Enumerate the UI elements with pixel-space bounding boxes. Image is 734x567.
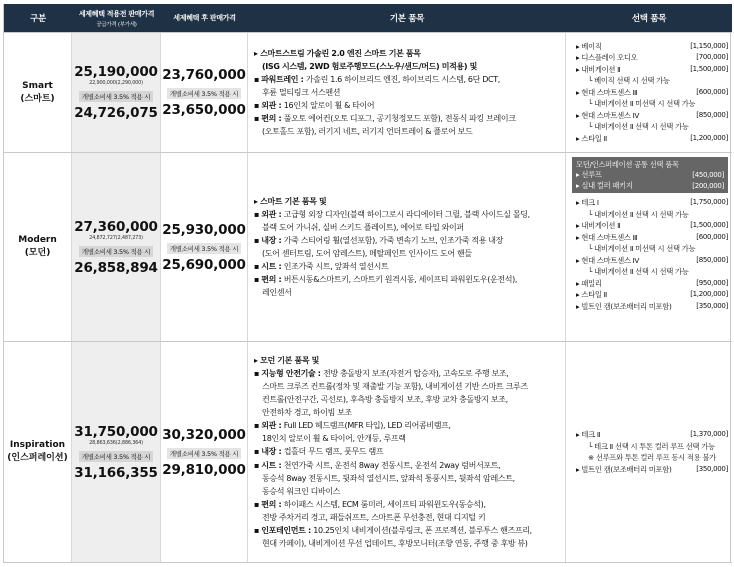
basic-item-text: 18인치 알로이 휠 & 타이어, 안개등, 루프랙	[262, 434, 406, 444]
basic-item-text: 스마트 크루즈 컨트롤(정차 및 재출발 기능 포함), 내비게이션 기반 스마트 크루즈	[262, 381, 528, 391]
option-item	[576, 197, 728, 209]
option-item	[576, 52, 728, 64]
bullet-icon: ▪	[254, 114, 262, 124]
tax-tag: 개별소비세 3.5% 적용 시	[167, 448, 241, 459]
header-options: 선택 품목	[566, 4, 732, 32]
option-note	[576, 441, 728, 453]
option-price: [200,000]	[692, 181, 724, 190]
basic-item-label: 외관 :	[261, 101, 284, 111]
option-price: [450,000]	[692, 171, 724, 179]
option-name: ▸ 테크 Ⅱ	[576, 430, 601, 439]
option-note	[576, 209, 728, 221]
option-note	[576, 452, 728, 464]
basic-item-text: 인조가죽 시트, 앞좌석 열선시트	[283, 262, 389, 272]
trim-name-cell	[4, 153, 72, 341]
price-before-cell	[72, 153, 161, 341]
basic-item-line	[254, 485, 559, 498]
option-name: ▸ 빌트인 캠(보조배터리 미포함)	[576, 301, 672, 311]
option-note	[576, 266, 728, 278]
trim-name: Modern	[18, 235, 57, 245]
trim-name-cell	[4, 342, 72, 562]
trim-name: Inspiration	[9, 440, 66, 450]
basic-item-line	[254, 524, 559, 537]
option-name: └ 내비게이션 Ⅱ 선택 시 선택 가능	[588, 209, 689, 219]
basic-item-text: 동승석 8way 전동시트, 뒷좌석 열선시트, 앞좌석 통풍시트, 뒷좌석 암레스트,	[262, 473, 515, 483]
basic-items-cell	[248, 342, 566, 562]
basic-item-line	[254, 195, 559, 208]
price-after-35: 23,650,000	[162, 102, 246, 118]
option-price: [350,000]	[696, 301, 728, 310]
option-name: ▸ 현대 스마트센스 Ⅲ	[576, 232, 638, 242]
common-options-box	[572, 157, 728, 193]
basic-item-text: (도어 센터트림, 도어 암레스트), 메탈페인트 인사이드 도어 핸들	[262, 249, 472, 258]
basic-item-text: 버튼시동&스마트키, 스마트키 원격시동, 세이프티 파워윈도우(운전석),	[283, 275, 518, 285]
option-price: [600,000]	[696, 232, 728, 241]
basic-item-text: 풀오토 에어컨(오토 디포그, 공기청정모드 포함), 전동식 파킹 브레이크	[283, 114, 516, 124]
option-price: [1,500,000]	[690, 221, 728, 229]
option-price: [700,000]	[696, 53, 728, 62]
common-option-item	[576, 170, 724, 181]
option-name: └ 테크 Ⅱ 선택 시 투톤 컬러 루프 선택 가능	[588, 441, 715, 451]
option-name: └ 베이직 선택 시 선택 가능	[588, 76, 670, 86]
option-price: [1,370,000]	[690, 430, 728, 438]
tax-tag: 개별소비세 3.5% 적용 시	[167, 88, 241, 99]
option-price: [1,750,000]	[690, 198, 728, 206]
basic-item-line	[254, 60, 559, 73]
price-after: 25,930,000	[162, 221, 246, 238]
header-price-after: 세제혜택 후 판매가격	[161, 4, 248, 32]
option-note	[576, 98, 728, 110]
option-name: ▸ 스타일 Ⅱ	[576, 290, 607, 299]
basic-item-text: 동승석 워크인 디바이스	[262, 486, 341, 496]
basic-item-line	[254, 112, 559, 125]
option-item	[576, 133, 728, 145]
price-before-cell	[72, 342, 161, 562]
price-after-cell	[161, 153, 248, 341]
price-before-35: 31,166,355	[74, 464, 158, 481]
trim-name-ko: (스마트)	[20, 93, 55, 104]
option-name: ▸ 패밀리	[576, 278, 602, 288]
trim-row-smart	[4, 32, 732, 152]
bullet-icon: ▪	[254, 209, 262, 219]
option-item	[576, 220, 728, 232]
basic-item-text: (ISG 시스템, 2WD 험로주행모드(스노우/샌드/머드) 미적용) 및	[262, 61, 478, 71]
option-name: ▸ 현대 스마트센스 Ⅲ	[576, 87, 638, 97]
trim-row-modern	[4, 152, 732, 341]
basic-item-text: 컨트롤(안전구간, 곡선로), 후측방 충돌방지 보조, 후방 교차 충돌방지 보조,	[262, 395, 508, 405]
option-item	[576, 255, 728, 267]
basic-item-line	[254, 406, 559, 419]
basic-item-line	[254, 273, 559, 286]
bullet-icon: ▪	[254, 526, 262, 536]
basic-item-text: 16인치 알로이 휠 & 타이어	[283, 101, 375, 111]
trim-name: Smart	[22, 80, 53, 91]
price-before-cell	[72, 33, 161, 152]
basic-item-text: Full LED 헤드램프(MFR 타입), LED 리어콤비램프,	[283, 421, 451, 431]
price-before: 27,360,000	[74, 218, 158, 235]
price-after: 30,320,000	[162, 426, 246, 443]
option-name: └ 내비게이션 Ⅱ 선택 시 선택 가능	[588, 122, 689, 132]
basic-item-text: ▸ 모던 기본 품목 및	[254, 355, 320, 365]
basic-item-line	[254, 445, 559, 458]
option-item	[576, 41, 728, 53]
options-cell	[566, 153, 732, 341]
option-item	[576, 429, 728, 441]
basic-item-text: 전방 주차거리 경고, 패들쉬프트, 스마트폰 무선충전, 현대 디지털 키	[262, 512, 486, 522]
option-price: [600,000]	[696, 87, 728, 96]
option-item	[576, 278, 728, 290]
option-name: ▸ 실내 컬러 패키지	[576, 180, 633, 190]
basic-item-text: 10.25인치 내비게이션(블루링크, 폰 프로젝션, 블루투스 핸즈프리,	[313, 526, 532, 536]
basic-item-text: ▸ 스마트 기본 품목 및	[254, 196, 327, 206]
basic-item-label: 내장 :	[261, 447, 284, 457]
basic-item-line	[254, 99, 559, 112]
option-name: └ 내비게이션 Ⅱ 선택 시 선택 가능	[588, 267, 689, 276]
bullet-icon: ▪	[254, 421, 262, 431]
basic-item-line	[254, 47, 559, 60]
bullet-icon: ▪	[254, 368, 262, 378]
basic-item-text: 현대 카페이), 내비게이션 무선 업데이트, 후방모니터(조향 연동, 주행 중 후방 뷰)	[262, 539, 528, 549]
basic-item-label: 시트 :	[261, 262, 284, 272]
basic-item-label: 외관 :	[261, 209, 284, 219]
option-price: [1,500,000]	[690, 64, 728, 73]
price-after-35: 29,810,000	[162, 461, 246, 478]
bullet-icon: ▪	[254, 101, 262, 111]
price-supply: 22,900,000(2,290,000)	[89, 80, 143, 86]
option-item	[576, 110, 728, 122]
option-item	[576, 464, 728, 476]
basic-item-text: 가죽 스티어링 휠(열선포함), 가죽 변속기 노브, 인조가죽 적용 내장	[283, 235, 504, 245]
trim-name-cell	[4, 33, 72, 152]
option-name: ※ 선루프와 투톤 컬러 루프 동시 적용 불가	[588, 453, 716, 462]
price-before-35: 26,858,894	[74, 259, 158, 276]
basic-item-line	[254, 247, 559, 260]
price-after-35: 25,690,000	[162, 256, 246, 273]
option-price: [950,000]	[696, 278, 728, 287]
basic-item-line	[254, 208, 559, 221]
option-name: ▸ 선루프	[576, 170, 602, 179]
basic-items-cell	[248, 33, 566, 152]
option-item	[576, 87, 728, 99]
tax-tag: 개별소비세 3.5% 적용 시	[79, 451, 153, 462]
price-supply: 24,872,727(2,487,273)	[89, 234, 143, 241]
basic-item-line	[254, 432, 559, 445]
basic-item-line	[254, 125, 559, 138]
option-name: └ 내비게이션 Ⅱ 미선택 시 선택 가능	[588, 244, 696, 253]
trim-row-inspiration	[4, 341, 732, 563]
basic-item-label: 내장 :	[261, 235, 284, 245]
bullet-icon: ▪	[254, 460, 262, 470]
bullet-icon: ▪	[254, 262, 262, 272]
tax-tag: 개별소비세 3.5% 적용 시	[79, 246, 153, 257]
basic-item-line	[254, 472, 559, 485]
basic-item-line	[254, 234, 559, 247]
basic-item-label: 외관 :	[261, 421, 284, 431]
trim-name-ko: (인스퍼레이션)	[7, 453, 68, 463]
option-price: [850,000]	[696, 255, 728, 264]
option-name: ▸ 현대 스마트센스 Ⅳ	[576, 110, 640, 120]
option-name: ▸ 스타일 Ⅱ	[576, 133, 607, 143]
price-before: 31,750,000	[74, 423, 158, 440]
bullet-icon: ▪	[254, 235, 262, 245]
option-name: ▸ 현대 스마트센스 Ⅳ	[576, 255, 640, 265]
basic-item-text: 고급형 외장 디자인(블랙 하이그로시 라디에이터 그릴, 블랙 사이드실 몰딩,	[283, 209, 530, 219]
option-price: [350,000]	[696, 464, 728, 473]
option-note	[576, 75, 728, 87]
basic-item-line	[254, 221, 559, 234]
option-item	[576, 289, 728, 301]
basic-item-text: ▸ 스마트스트림 가솔린 2.0 엔진 스마트 기본 품목	[254, 48, 421, 58]
option-note	[576, 243, 728, 255]
basic-item-line	[254, 354, 559, 367]
header-basic-items: 기본 품목	[248, 4, 566, 32]
basic-item-text: 하이패스 시스템, ECM 룸미러, 세이프티 파워윈도우(동승석),	[283, 499, 486, 509]
option-price: [1,200,000]	[690, 290, 728, 298]
bullet-icon: ▪	[254, 447, 262, 457]
option-name: └ 내비게이션 Ⅱ 미선택 시 선택 가능	[588, 99, 696, 109]
bullet-icon: ▪	[254, 499, 262, 509]
option-price: [1,150,000]	[690, 41, 728, 50]
basic-item-line	[254, 260, 559, 273]
trim-name-ko: (모던)	[24, 248, 51, 258]
basic-item-label: 편의 :	[261, 499, 284, 509]
price-after-cell	[161, 33, 248, 152]
basic-item-label: 인포테인먼트 :	[261, 526, 314, 536]
price-after-cell	[161, 342, 248, 562]
basic-item-text: 블랙 도어 가니쉬, 실버 스키드 플레이트), 에어로 타입 와이퍼	[262, 222, 464, 232]
basic-item-label: 파워트레인 :	[261, 74, 306, 84]
options-cell	[566, 342, 732, 562]
basic-item-text: (오토홀드 포함), 러기지 네트, 러기지 언더트레이 & 플로어 보드	[262, 127, 473, 137]
basic-item-line	[254, 380, 559, 393]
tax-tag: 개별소비세 3.5% 적용 시	[167, 243, 241, 254]
option-name: ▸ 빌트인 캠(보조배터리 미포함)	[576, 464, 672, 474]
option-name: ▸ 테크 Ⅰ	[576, 198, 599, 207]
basic-item-text: 전방 충돌방지 보조(자전거 탑승자), 고속도로 주행 보조,	[323, 368, 509, 378]
price-after: 23,760,000	[162, 67, 246, 83]
basic-item-text: 컵홀더 무드 램프, 풋무드 램프	[283, 447, 384, 457]
tax-tag: 개별소비세 3.5% 적용 시	[79, 91, 153, 102]
basic-item-text: 안전하차 경고, 하이빔 보조	[262, 408, 352, 418]
basic-item-label: 시트 :	[261, 460, 284, 470]
basic-item-label: 지능형 안전기술 :	[261, 368, 324, 378]
bullet-icon: ▪	[254, 275, 262, 285]
basic-items-cell	[248, 153, 566, 341]
basic-item-text: 가솔린 1.6 하이브리드 엔진, 하이브리드 시스템, 6단 DCT,	[305, 74, 500, 84]
basic-item-line	[254, 419, 559, 432]
basic-item-line	[254, 286, 559, 299]
option-note	[576, 121, 728, 133]
bullet-icon: ▪	[254, 74, 262, 84]
basic-item-text: 후륜 멀티링크 서스펜션	[262, 87, 341, 97]
basic-item-text: 천연가죽 시트, 운전석 8way 전동시트, 운전석 2way 럼버서포트,	[283, 460, 501, 470]
header-price-before: 세제혜택 적용전 판매가격 공급가격 (부가세)	[72, 4, 161, 32]
option-item	[576, 232, 728, 244]
basic-item-line	[254, 86, 559, 99]
option-price: [1,200,000]	[690, 133, 728, 142]
price-before: 25,190,000	[74, 64, 158, 80]
price-before-35: 24,726,075	[74, 105, 158, 121]
option-name: ▸ 내비게이션 Ⅱ	[576, 64, 621, 74]
basic-item-text: 레인센서	[262, 288, 292, 298]
basic-item-line	[254, 498, 559, 511]
basic-item-label: 편의 :	[261, 114, 284, 124]
option-name: ▸ 디스플레이 오디오	[576, 53, 638, 63]
option-name: ▸ 베이직	[576, 41, 602, 51]
options-cell	[566, 33, 732, 152]
price-table	[3, 4, 731, 563]
option-item	[576, 64, 728, 76]
header-trim: 구분	[4, 4, 72, 32]
basic-item-line	[254, 393, 559, 406]
option-item	[576, 301, 728, 313]
basic-item-line	[254, 537, 559, 550]
price-supply: 28,863,636(2,886,364)	[89, 439, 143, 446]
basic-item-label: 편의 :	[261, 275, 284, 285]
option-price: [850,000]	[696, 110, 728, 119]
basic-item-line	[254, 459, 559, 472]
basic-item-line	[254, 367, 559, 380]
option-name: ▸ 내비게이션 Ⅱ	[576, 221, 621, 230]
common-options-title: 모던/인스퍼레이션 공통 선택 품목	[576, 160, 679, 169]
basic-item-line	[254, 73, 559, 86]
basic-item-line	[254, 511, 559, 524]
common-option-item	[576, 181, 724, 192]
